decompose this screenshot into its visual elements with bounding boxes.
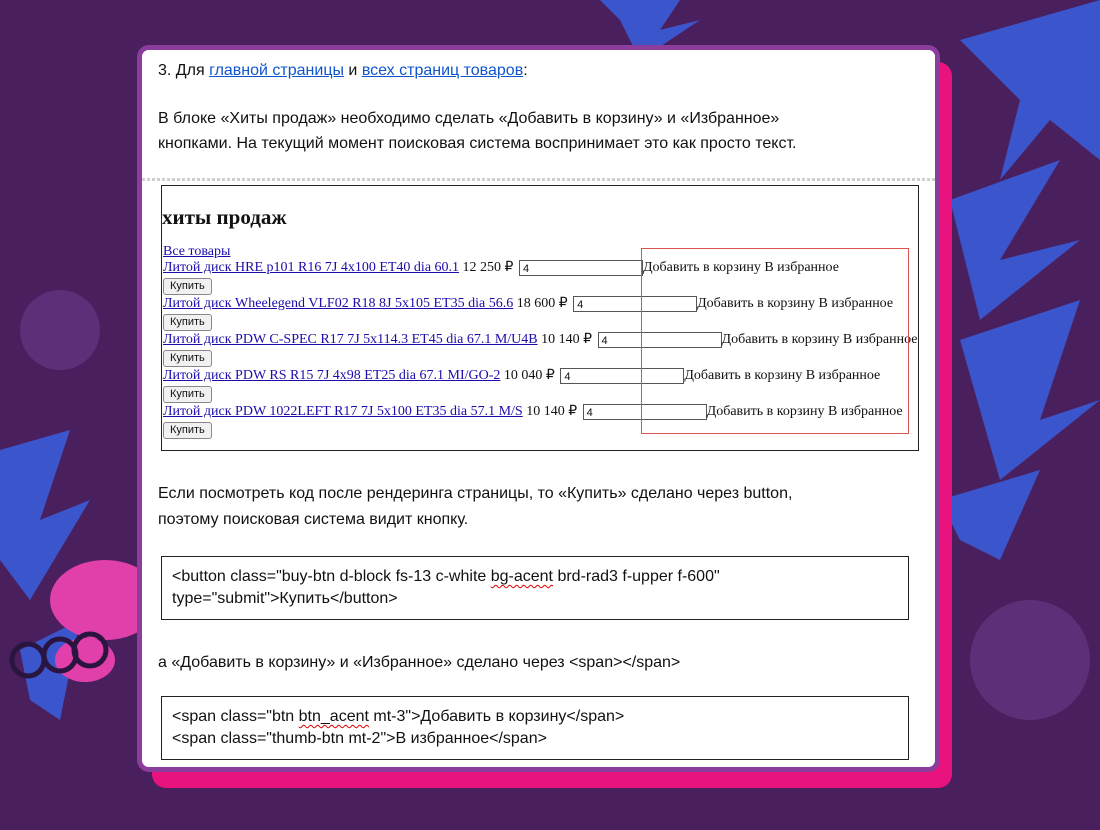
product-link[interactable]: Литой диск PDW 1022LEFT R17 7J 5x100 ET35 dia 57.1 M/S	[163, 404, 523, 419]
actions-text: Добавить в корзину В избранное	[684, 368, 881, 383]
document-page	[142, 50, 935, 767]
quantity-input[interactable]: 4	[598, 332, 722, 348]
product-link[interactable]: Литой диск Wheelegend VLF02 R18 8J 5x105 ET35 dia 56.6	[163, 296, 514, 311]
product-link[interactable]: Литой диск PDW RS R15 7J 4x98 ET25 dia 67.1 MI/GO-2	[163, 368, 501, 383]
code-line: <button class="buy-btn d-block fs-13 c-white bg-acent brd-rad3 f-upper f-600"	[172, 568, 720, 585]
embedded-screenshot	[161, 185, 919, 451]
content-card	[137, 45, 940, 772]
product-row: Литой диск PDW C-SPEC R17 7J 5x114.3 ET45 dia 67.1 M/U4B 10 140 ₽ 4 Добавить в корзину В избранное	[163, 332, 918, 347]
divider	[142, 178, 935, 181]
buy-button[interactable]: Купить	[163, 278, 212, 295]
code-line: <span class="btn btn_acent mt-3">Добавить в корзину</span>	[172, 708, 625, 725]
all-products-link[interactable]: Все товары	[163, 244, 231, 259]
product-row: Литой диск PDW RS R15 7J 4x98 ET25 dia 67.1 MI/GO-2 10 040 ₽ 4 Добавить в корзину В избранное	[163, 368, 881, 383]
paragraph-line: кнопками. На текущий момент поисковая система воспринимает это как просто текст.	[158, 135, 797, 152]
buy-button[interactable]: Купить	[163, 314, 212, 331]
quantity-input[interactable]: 4	[519, 260, 643, 276]
paragraph-line: поэтому поисковая система видит кнопку.	[158, 511, 469, 528]
intro-line: 3. Для главной страницы и всех страниц товаров:	[158, 62, 528, 79]
code-line: type="submit">Купить</button>	[172, 590, 398, 607]
paragraph-line: В блоке «Хиты продаж» необходимо сделать «Добавить в корзину» и «Избранное»	[158, 110, 780, 127]
actions-text: Добавить в корзину В избранное	[721, 332, 918, 347]
quantity-input[interactable]: 4	[560, 368, 684, 384]
actions-text: Добавить в корзину В избранное	[706, 404, 903, 419]
quantity-input[interactable]: 4	[583, 404, 707, 420]
code-block-button	[161, 556, 909, 620]
product-link[interactable]: Литой диск PDW C-SPEC R17 7J 5x114.3 ET45 dia 67.1 M/U4B	[163, 332, 538, 347]
buy-button[interactable]: Купить	[163, 422, 212, 439]
paragraph-line: Если посмотреть код после рендеринга страницы, то «Купить» сделано через button,	[158, 485, 793, 502]
highlight-box	[641, 248, 909, 434]
actions-text: Добавить в корзину В избранное	[697, 296, 894, 311]
code-line: <span class="thumb-btn mt-2">В избранное</span>	[172, 730, 547, 747]
buy-button[interactable]: Купить	[163, 350, 212, 367]
product-pages-link[interactable]: всех страниц товаров	[361, 62, 524, 79]
buy-button[interactable]: Купить	[163, 386, 212, 403]
paragraph-line: а «Добавить в корзину» и «Избранное» сделано через <span></span>	[158, 654, 681, 671]
code-block-span	[161, 696, 909, 760]
quantity-input[interactable]: 4	[573, 296, 697, 312]
product-row: Литой диск Wheelegend VLF02 R18 8J 5x105 ET35 dia 56.6 18 600 ₽ 4 Добавить в корзину В избранное	[163, 296, 894, 311]
product-link[interactable]: Литой диск HRE p101 R16 7J 4x100 ET40 dia 60.1	[163, 260, 460, 275]
product-row: Литой диск PDW 1022LEFT R17 7J 5x100 ET35 dia 57.1 M/S 10 140 ₽ 4 Добавить в корзину В избранное	[163, 404, 903, 419]
product-row: Литой диск HRE p101 R16 7J 4x100 ET40 dia 60.1 12 250 ₽ 4 Добавить в корзину В избранное	[163, 260, 839, 275]
main-page-link[interactable]: главной страницы	[209, 62, 344, 79]
bestsellers-heading: хиты продаж	[162, 205, 287, 229]
actions-text: Добавить в корзину В избранное	[642, 260, 839, 275]
